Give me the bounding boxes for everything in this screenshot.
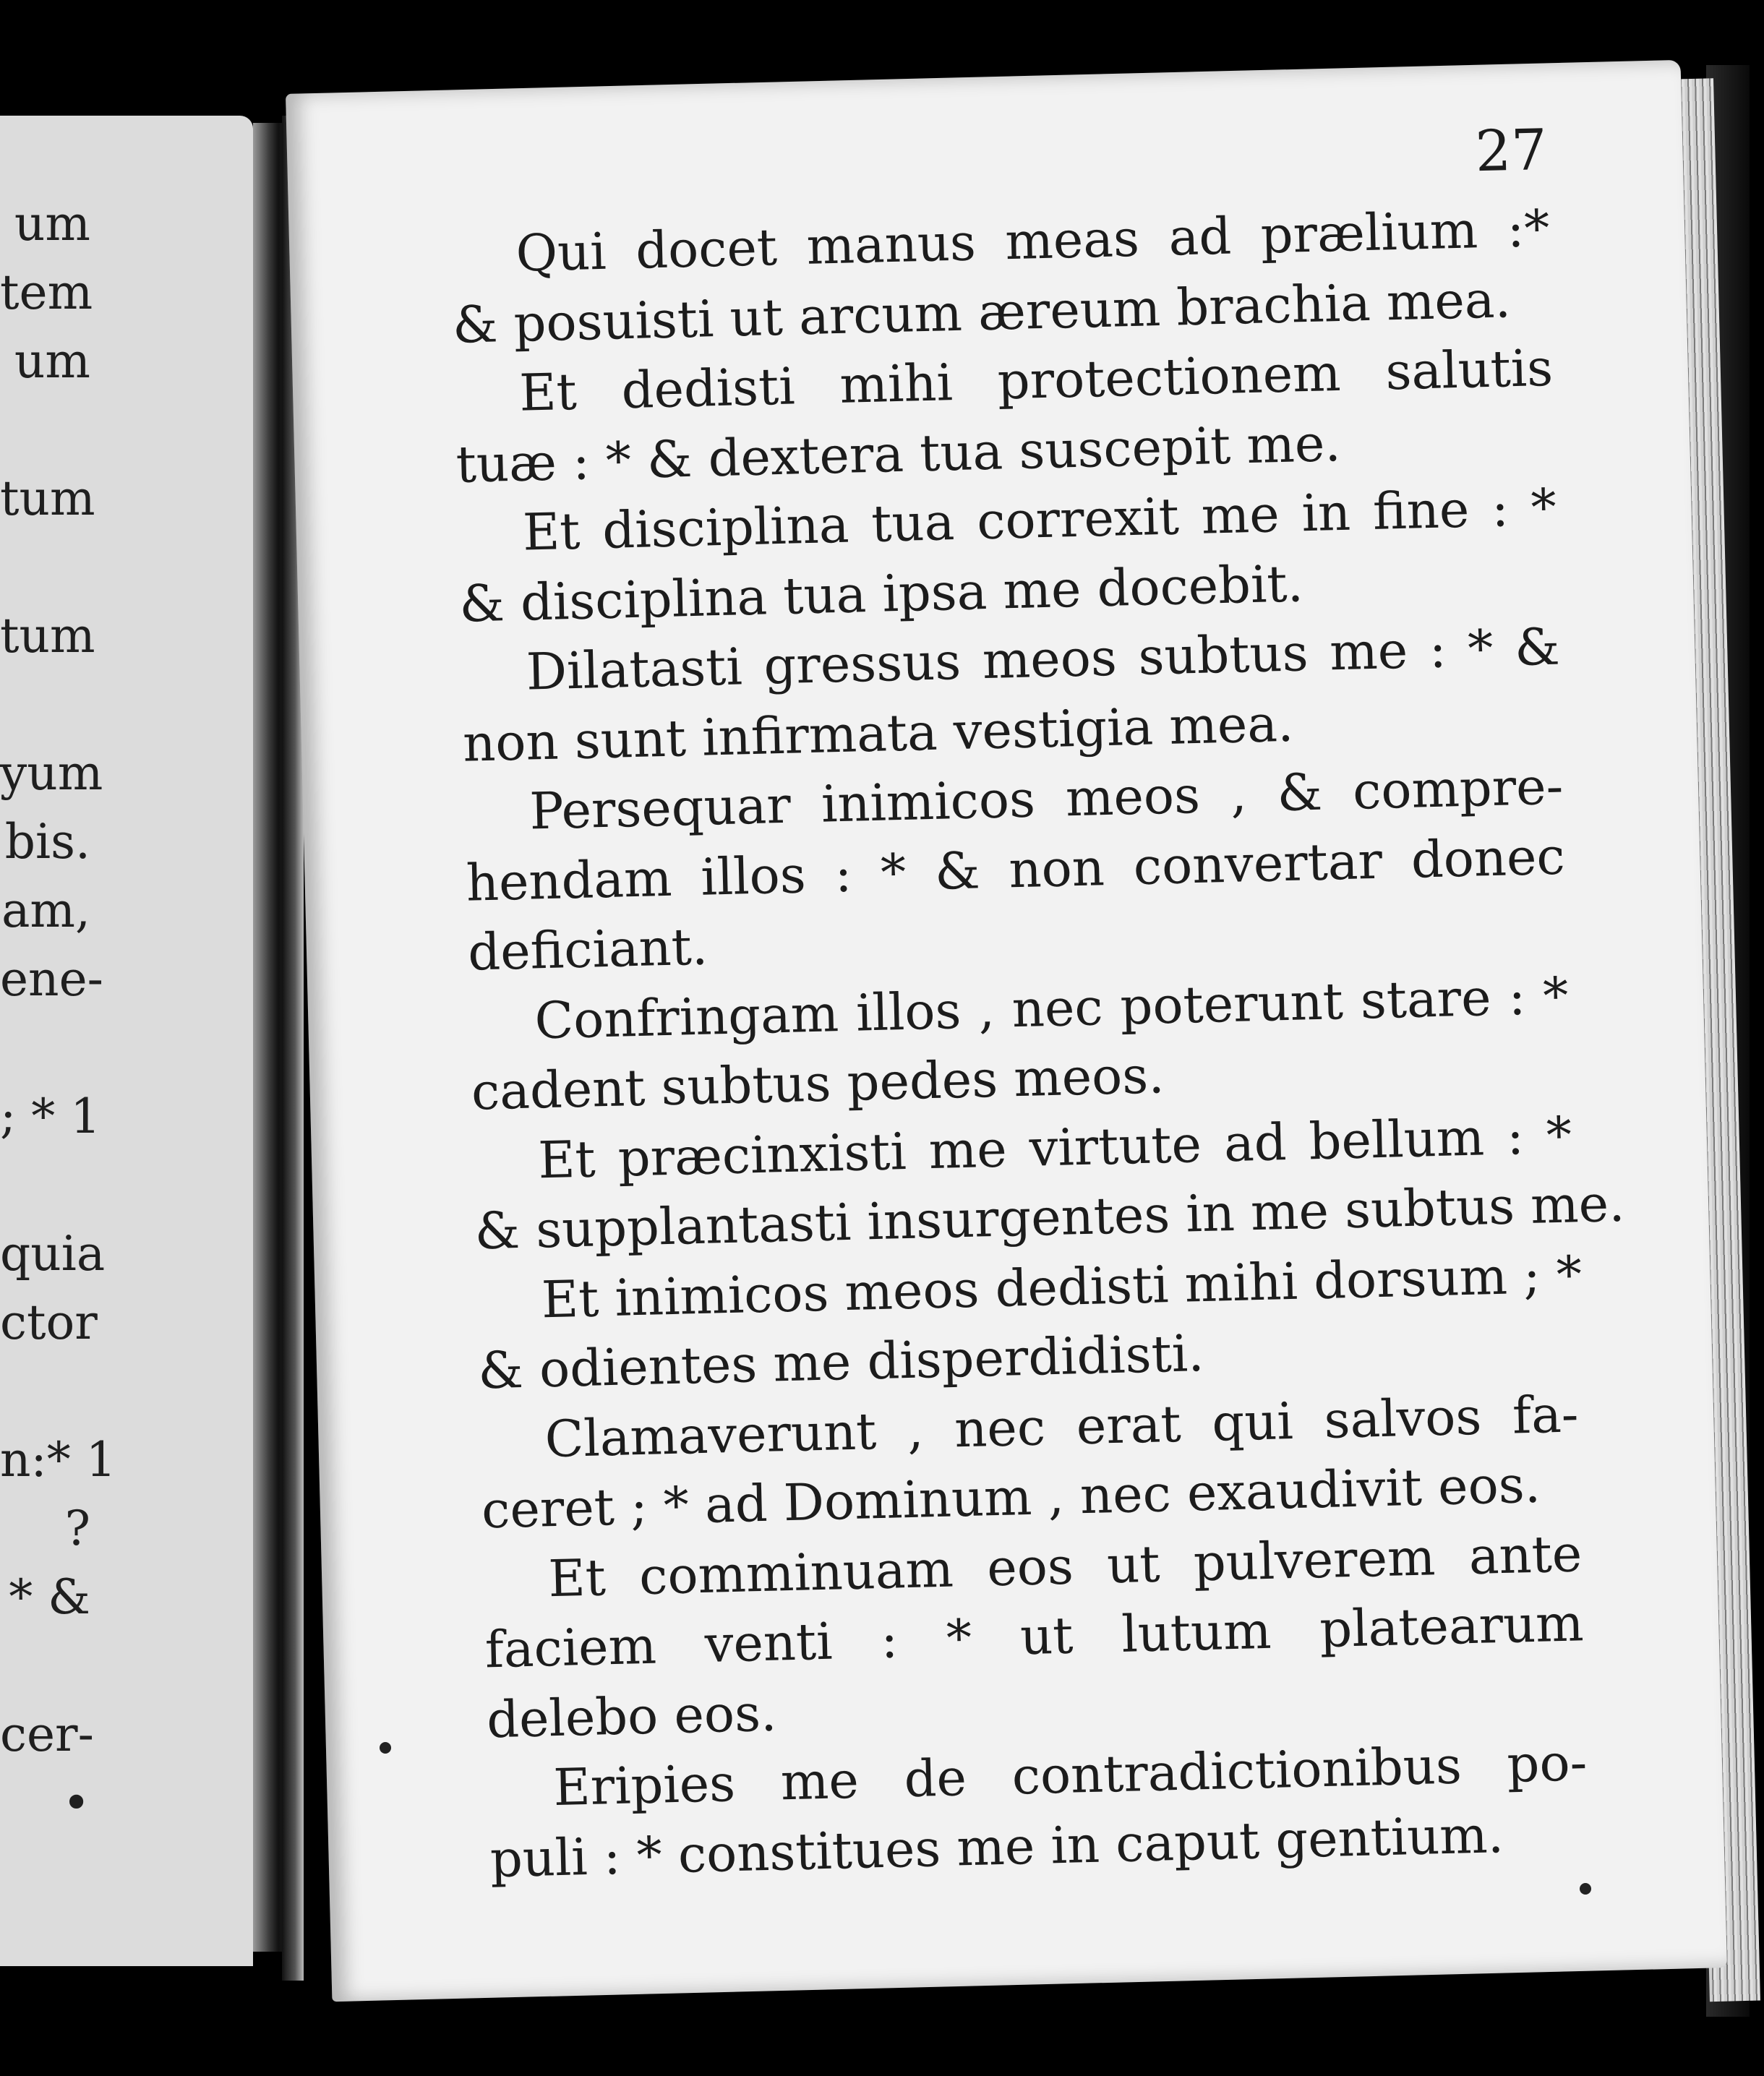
margin-dot xyxy=(1580,1883,1591,1895)
left-page-fragment xyxy=(0,676,90,734)
verse-line-start: Confringam illos , nec poterunt stare : * xyxy=(534,966,1570,1050)
left-page-fragment: um xyxy=(14,196,90,252)
left-facing-page xyxy=(0,116,253,1966)
verse-line: hendam illos : * & non convertar donec xyxy=(465,826,1566,913)
left-page-fragment: yum xyxy=(0,745,103,801)
left-page-fragment: am, xyxy=(1,883,90,938)
verse-line: non sunt infirmata vestigia mea. xyxy=(462,693,1295,773)
verse-line: faciem venti : * ut lutum platearum xyxy=(484,1593,1585,1680)
left-page-fragment: ; * 1 xyxy=(0,1089,101,1144)
verse-line: cadent subtus pedes meos. xyxy=(471,1045,1165,1122)
left-page-fragment: cer- xyxy=(0,1707,94,1762)
left-page-fragment xyxy=(0,1019,90,1077)
verse-line-start: Et dedisti mihi protectionem salutis xyxy=(518,338,1554,423)
left-page-fragment xyxy=(0,1363,90,1420)
verse-line-start: Et præcinxisti me virtute ad bellum : * xyxy=(537,1105,1572,1190)
left-page-fragment: * & xyxy=(9,1569,90,1625)
verse-line-start: Dilatasti gressus meos subtus me : * & xyxy=(525,617,1561,702)
verse-line: & supplantasti insurgentes in me subtus me. xyxy=(474,1173,1626,1261)
verse-line-start: Clamaverunt , nec erat qui salvos fa- xyxy=(544,1384,1580,1469)
page-number: 27 xyxy=(1474,117,1549,185)
left-page-fragment xyxy=(0,401,90,459)
verse-line: deficiant. xyxy=(467,917,708,982)
verse-line: & disciplina tua ipsa me docebit. xyxy=(458,553,1304,634)
verse-line-start: Eripies me de contradictionibus po- xyxy=(552,1733,1588,1818)
verse-line: tuæ : * & dextera tua suscepit me. xyxy=(455,413,1342,494)
verse-line: puli : * constitues me in caput gentium. xyxy=(489,1804,1504,1889)
left-page-fragment: tum xyxy=(0,471,95,526)
verse-line-start: Et disciplina tua correxit me in fine : * xyxy=(522,477,1557,562)
left-page-fragment: quia xyxy=(0,1226,106,1282)
left-page-fragment xyxy=(0,1637,90,1695)
left-page-fragment: • xyxy=(62,1775,90,1831)
verse-line: ceret ; * ad Dominum , nec exaudivit eos. xyxy=(481,1454,1541,1540)
left-page-fragment: bis. xyxy=(4,814,90,870)
margin-dot xyxy=(380,1742,391,1754)
verse-line: & odientes me disperdidisti. xyxy=(477,1323,1205,1401)
left-page-fragment xyxy=(0,1157,90,1214)
left-page-fragment: n:* 1 xyxy=(0,1432,116,1488)
left-page-fragment xyxy=(0,539,90,596)
verse-line: delebo eos. xyxy=(486,1683,778,1749)
verse-line-start: Et comminuam eos ut pulverem ante xyxy=(547,1523,1583,1608)
left-page-fragment: tem xyxy=(0,265,93,320)
verse-line: & posuisti ut arcum æreum brachia mea. xyxy=(452,269,1512,355)
verse-line-start: Qui docet manus meas ad prælium :* xyxy=(515,198,1551,283)
left-page-fragment: tum xyxy=(0,608,95,664)
left-page-fragment: ctor xyxy=(0,1295,98,1350)
verse-line-start: Persequar inimicos meos , & compre- xyxy=(528,756,1564,841)
left-page-fragment: ene- xyxy=(0,951,103,1007)
verse-line-start: Et inimicos meos dedisti mihi dorsum ; * xyxy=(541,1244,1583,1329)
left-page-fragment: um xyxy=(14,333,90,389)
left-page-fragment: ? xyxy=(64,1501,90,1556)
